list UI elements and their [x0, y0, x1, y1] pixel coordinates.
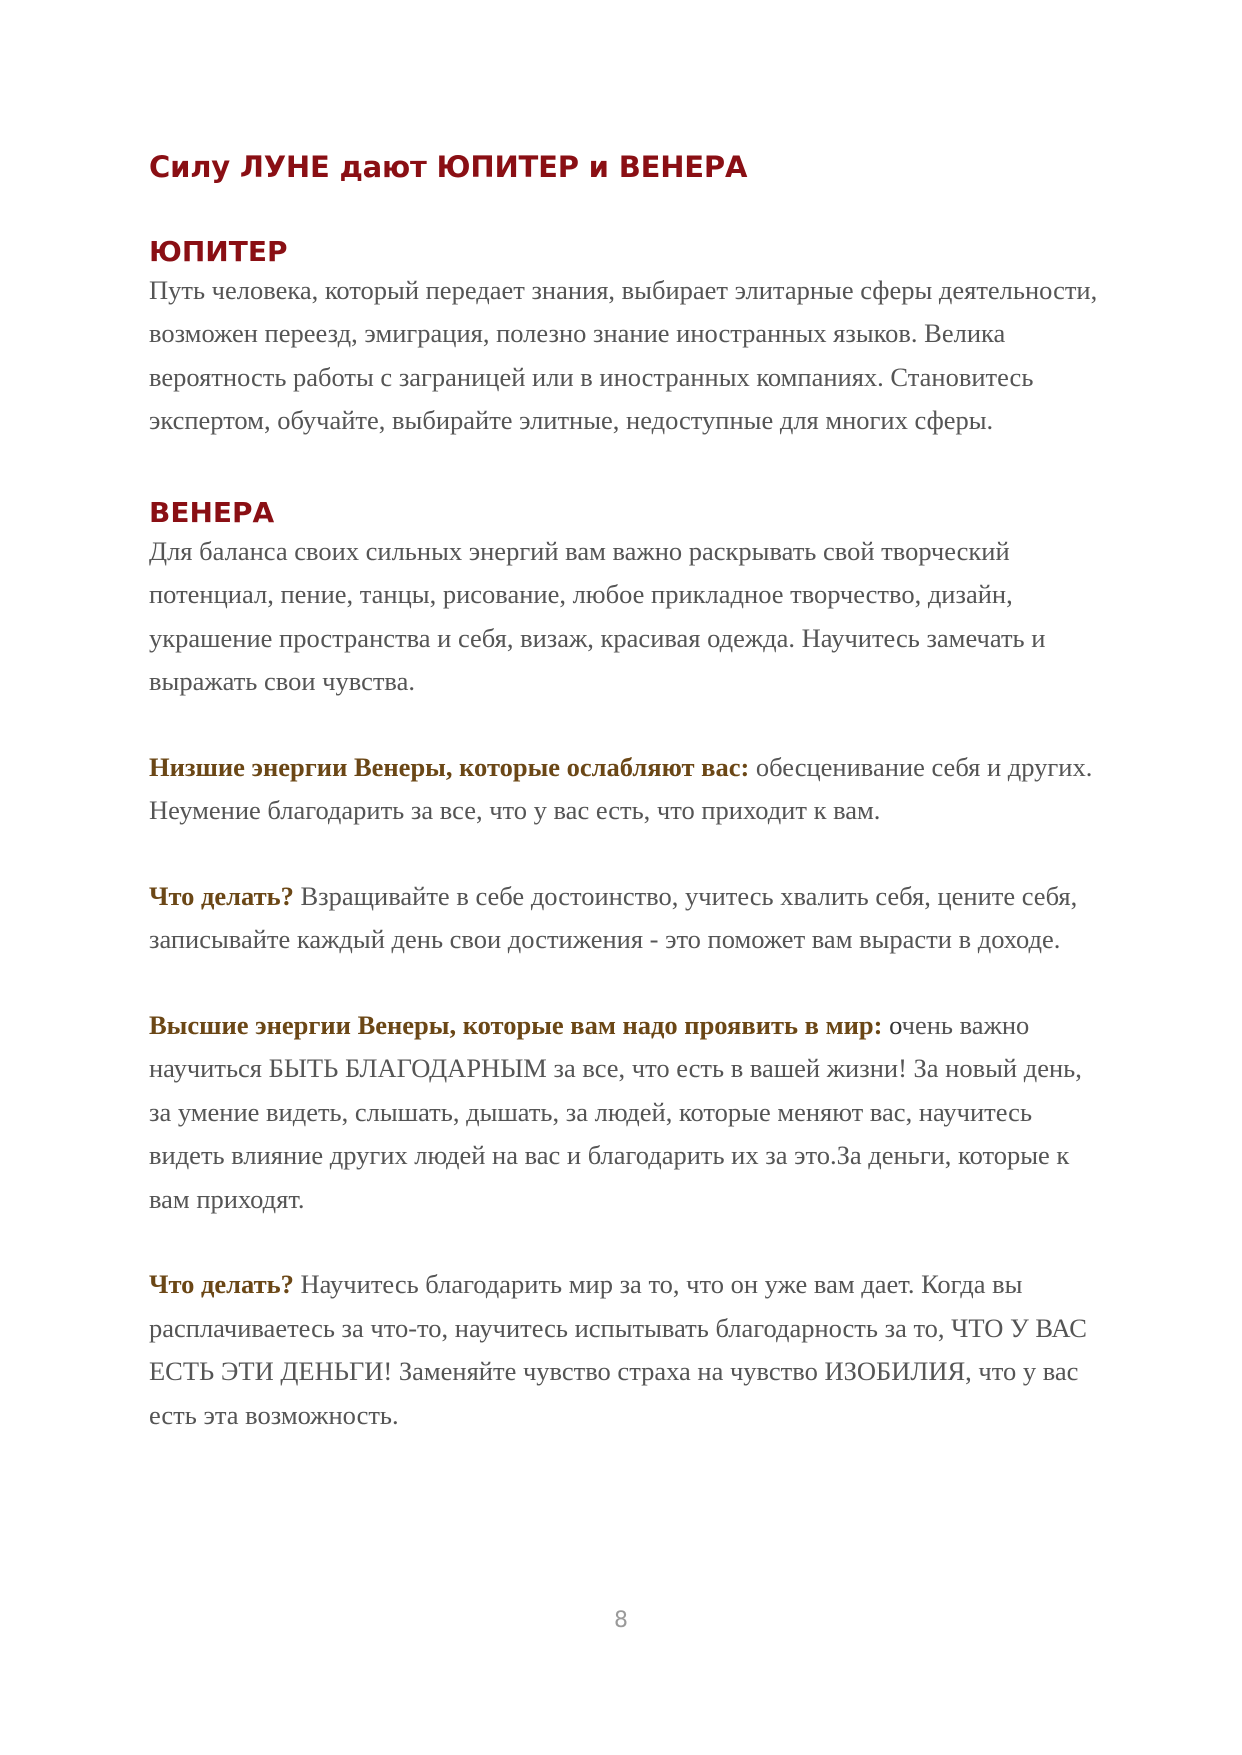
- venus-lower-energies-lead: Низшие энергии Венеры, которые ослабляют вас:: [149, 751, 750, 782]
- venus-higher-energies-first-letter: о: [882, 1009, 902, 1040]
- jupiter-paragraph: Путь человека, который передает знания, выбирает элитарные сферы деятельности, возможен переезд, эмиграция, полезно знание иностранных языков. Велика вероятность работы с заграницей или в иностранных компаниях. Становитесь экспертом, обучайте, выбирайте элитные, недоступные для многих сферы.: [149, 274, 1098, 436]
- venus-higher-action-text: Научитесь благодарить мир за то, что он уже вам дает. Когда вы расплачиваетесь за что-то, научитесь испытывать благодарность за то, ЧТО У ВАС ЕСТЬ ЭТИ ДЕНЬГИ! Заменяйте чувство страха на чувство ИЗОБИЛИЯ, что у вас есть эта возможность.: [149, 1269, 1087, 1430]
- venus-lower-action-lead: Что делать?: [149, 880, 294, 911]
- venus-higher-action-paragraph: [149, 1263, 1109, 1437]
- venus-higher-energies-paragraph: [149, 1004, 1109, 1222]
- jupiter-heading: ЮПИТЕР: [149, 234, 288, 268]
- venus-lower-action-paragraph: [149, 875, 1109, 962]
- page-number: 8: [614, 1608, 628, 1633]
- venus-lower-energies-paragraph: [149, 746, 1109, 833]
- venus-paragraph: Для баланса своих сильных энергий вам важно раскрывать свой творческий потенциал, пение, танцы, рисование, любое прикладное творчество, дизайн, украшение пространства и себя, визаж, красивая одежда. Научитесь замечать и выражать свои чувства.: [149, 535, 1046, 697]
- venus-higher-energies-text: чень важно научиться БЫТЬ БЛАГОДАРНЫМ за все, что есть в вашей жизни! За новый день, за умение видеть, слышать, дышать, за людей, которые меняют вас, научитесь видеть влияние других людей на вас и благодарить их за это.За деньги, которые к вам приходят.: [149, 1009, 1082, 1214]
- venus-heading: ВЕНЕРА: [149, 495, 275, 529]
- page-title: Силу ЛУНЕ дают ЮПИТЕР и ВЕНЕРА: [149, 150, 748, 184]
- venus-higher-energies-lead: Высшие энергии Венеры, которые вам надо проявить в мир:: [149, 1009, 883, 1040]
- venus-lower-action-text: Взращивайте в себе достоинство, учитесь хвалить себя, цените себя, записывайте каждый день свои достижения - это поможет вам вырасти в доходе.: [149, 880, 1078, 955]
- venus-lower-energies-text: обесценивание себя и других. Неумение благодарить за все, что у вас есть, что приходит к вам.: [149, 751, 1093, 826]
- venus-higher-action-lead: Что делать?: [149, 1269, 294, 1300]
- page-content: [149, 150, 1109, 1437]
